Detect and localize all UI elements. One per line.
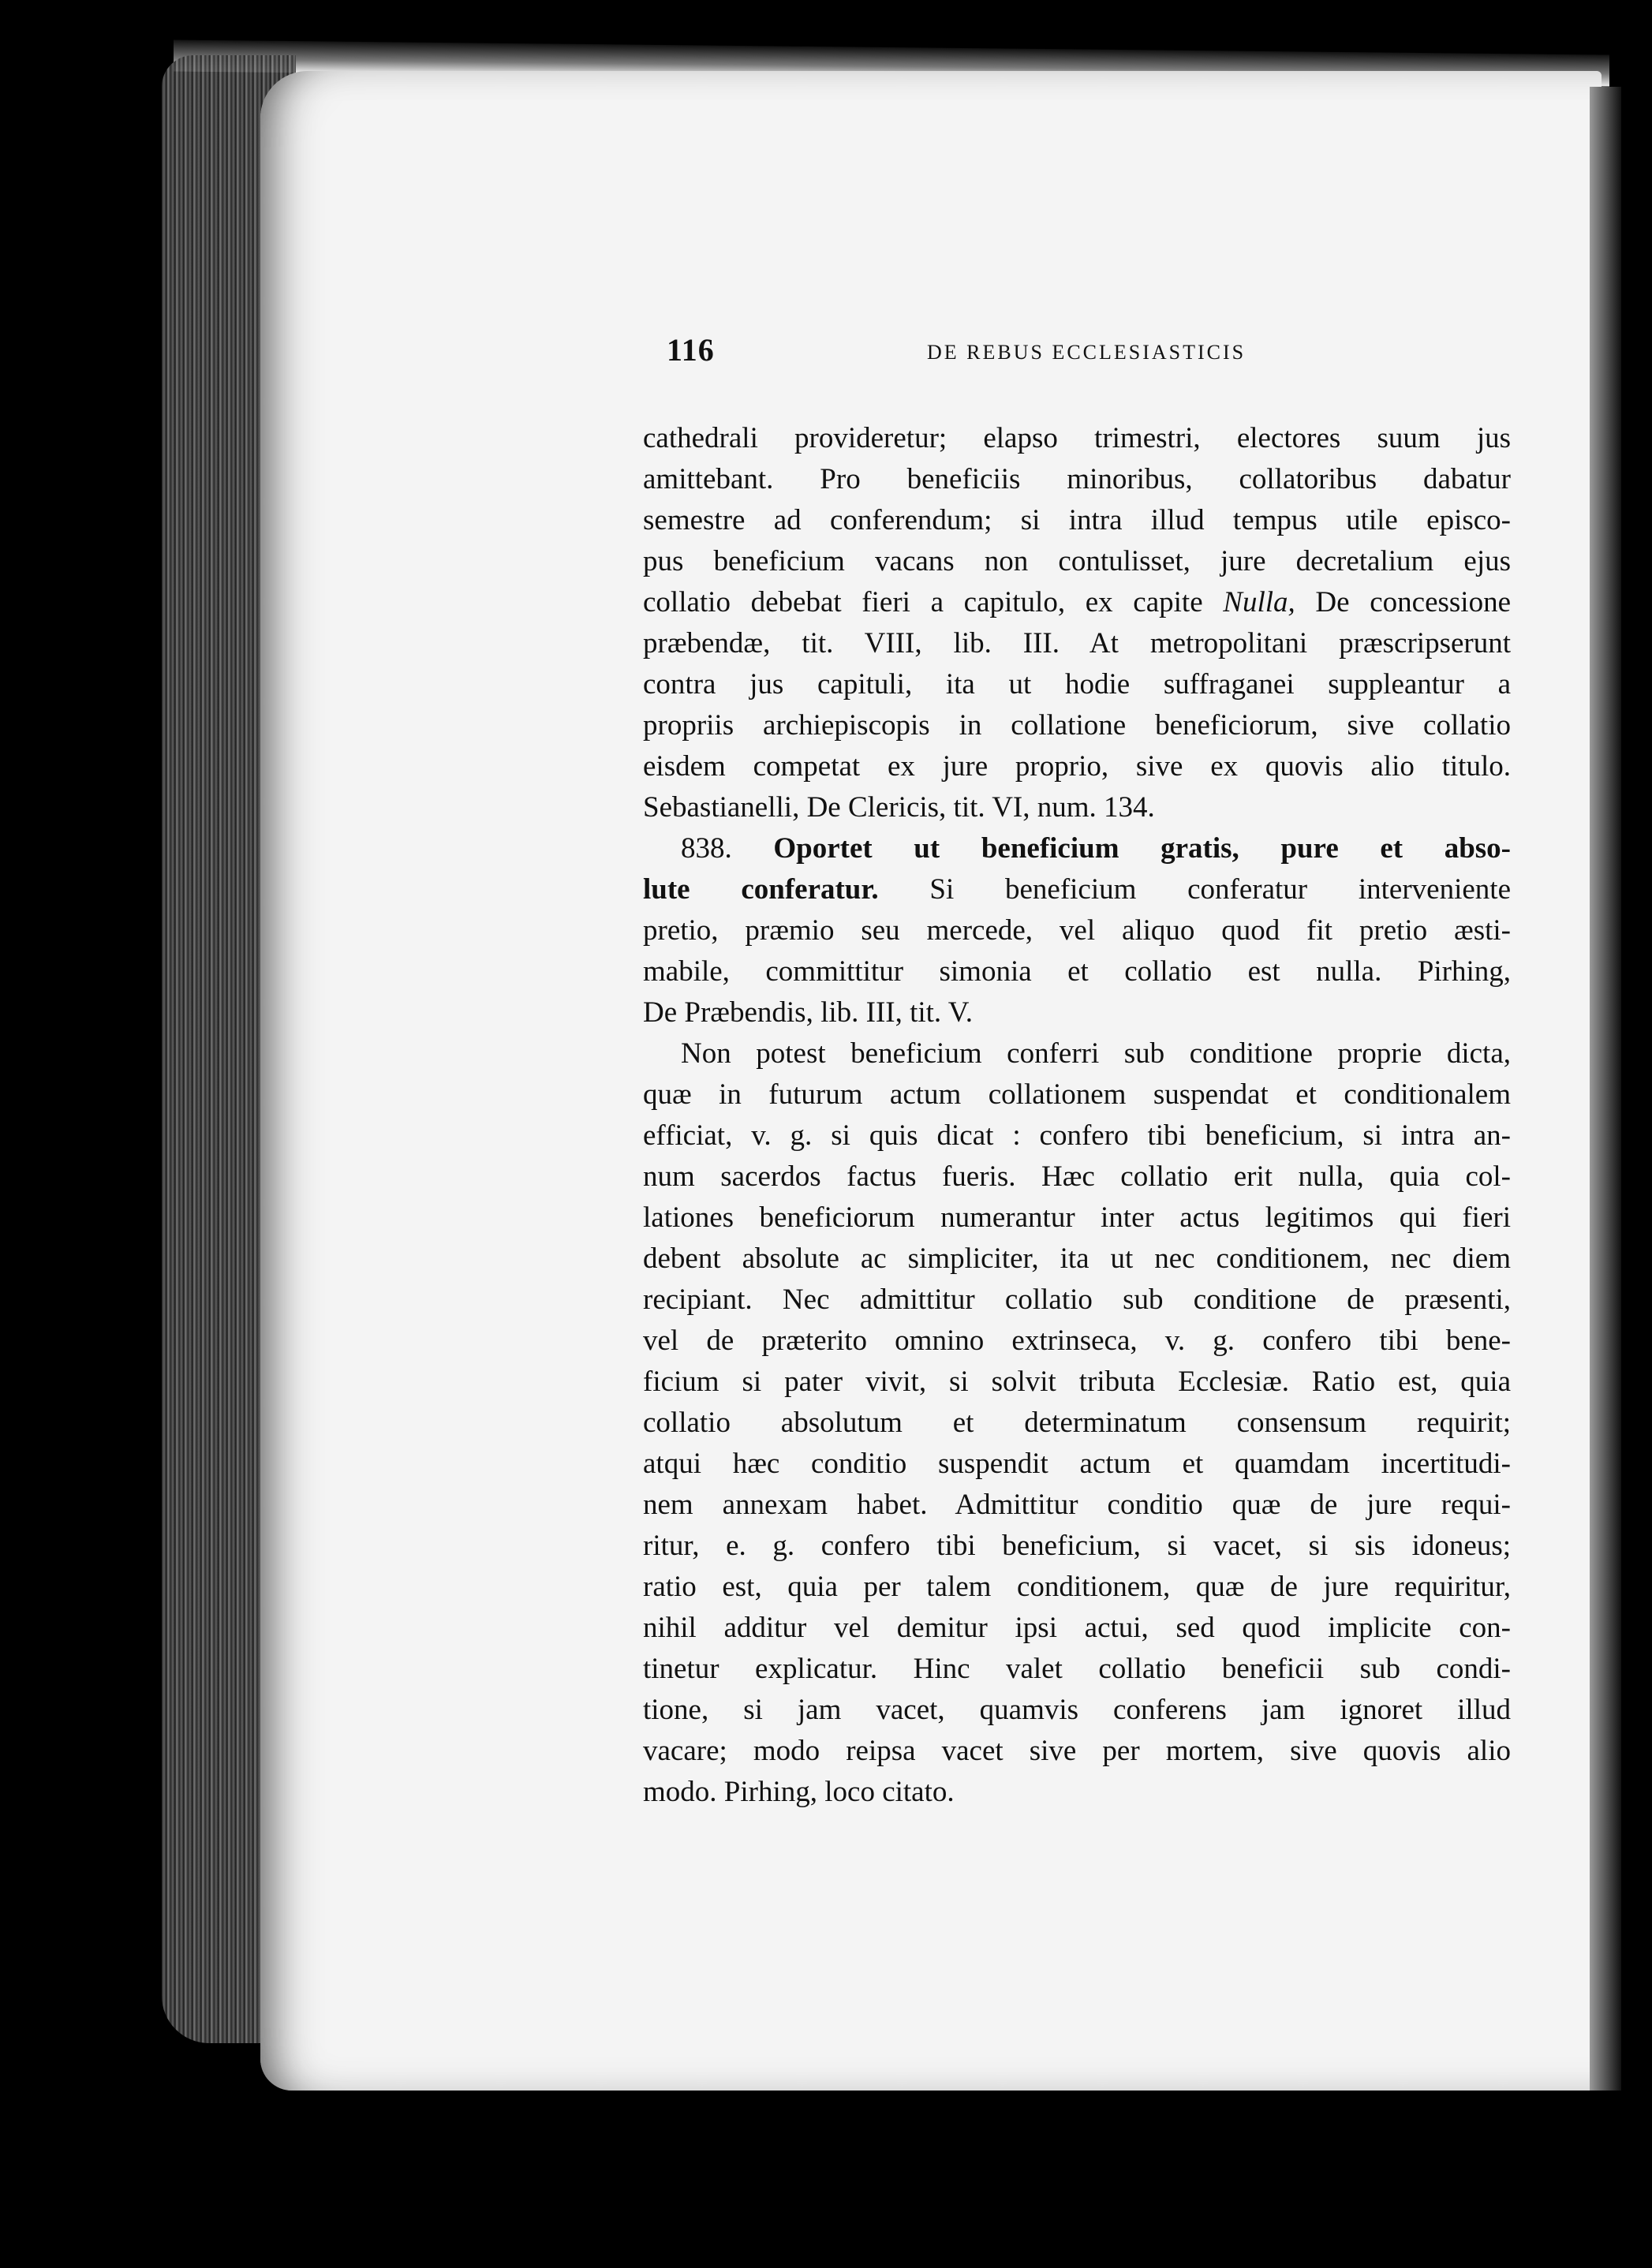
text-line: tione, si jam vacet, quamvis conferens jam ignoret illud bbox=[643, 1694, 1511, 1726]
text-line: ratio est, quia per talem conditionem, quæ de jure requiritur, bbox=[643, 1571, 1511, 1603]
text-line bbox=[643, 582, 1511, 623]
text-line: recipiant. Nec admittitur collatio sub conditione de præsenti, bbox=[643, 1283, 1511, 1316]
text-line: vel de præterito omnino extrinseca, v. g. confero tibi bene- bbox=[643, 1325, 1511, 1357]
text-line: eisdem competat ex jure proprio, sive ex quovis alio titulo. bbox=[643, 750, 1511, 783]
page-content bbox=[643, 331, 1511, 1813]
text-line: nihil additur vel demitur ipsi actui, sed quod implicite con- bbox=[643, 1612, 1511, 1644]
text-fragment: Si beneficium conferatur interveniente bbox=[878, 873, 1511, 906]
text-line: atqui hæc conditio suspendit actum et quamdam incertitudi- bbox=[643, 1448, 1511, 1480]
section-heading: lute conferatur. bbox=[643, 873, 879, 906]
text-line bbox=[643, 869, 1511, 910]
page-header bbox=[643, 331, 1511, 387]
section-heading: Oportet ut beneficium gratis, pure et abso- bbox=[773, 832, 1511, 865]
text-fragment: De concessione bbox=[1295, 586, 1511, 618]
text-line: num sacerdos factus fueris. Hæc collatio erit nulla, quia col- bbox=[643, 1160, 1511, 1193]
text-line: pus beneficium vacans non contulisset, jure decretalium ejus bbox=[643, 545, 1511, 577]
text-line: tinetur explicatur. Hinc valet collatio beneficii sub condi- bbox=[643, 1653, 1511, 1685]
text-line: quæ in futurum actum collationem suspendat et conditionalem bbox=[643, 1078, 1511, 1111]
page-number: 116 bbox=[667, 332, 715, 368]
text-line: ficium si pater vivit, si solvit tributa Ecclesiæ. Ratio est, quia bbox=[643, 1366, 1511, 1398]
section-number: 838. bbox=[681, 832, 732, 865]
text-line: pretio, præmio seu mercede, vel aliquo quod fit pretio æsti- bbox=[643, 914, 1511, 947]
text-line: semestre ad conferendum; si intra illud tempus utile episco- bbox=[643, 504, 1511, 536]
text-line: propriis archiepiscopis in collatione beneficiorum, sive collatio bbox=[643, 709, 1511, 742]
text-line: efficiat, v. g. si quis dicat : confero tibi beneficium, si intra an- bbox=[643, 1119, 1511, 1152]
text-line: præbendæ, tit. VIII, lib. III. At metropolitani præscripserunt bbox=[643, 627, 1511, 659]
section-heading-line bbox=[643, 828, 1511, 869]
text-line: vacare; modo reipsa vacet sive per mortem, sive quovis alio bbox=[643, 1735, 1511, 1767]
text-line: Sebastianelli, De Clericis, tit. VI, num. 134. bbox=[643, 791, 1155, 824]
text-line: De Præbendis, lib. III, tit. V. bbox=[643, 996, 973, 1029]
text-line: Non potest beneficium conferri sub conditione proprie dicta, bbox=[681, 1037, 1511, 1070]
text-line: amittebant. Pro beneficiis minoribus, collatoribus dabatur bbox=[643, 463, 1511, 495]
text-line: contra jus capituli, ita ut hodie suffraganei suppleantur a bbox=[643, 668, 1511, 701]
text-line: cathedrali provideretur; elapso trimestri, electores suum jus bbox=[643, 422, 1511, 454]
text-fragment: collatio debebat fieri a capitulo, ex capite bbox=[643, 586, 1224, 618]
running-head: DE REBUS ECCLESIASTICIS bbox=[927, 341, 1246, 364]
text-line: mabile, committitur simonia et collatio est nulla. Pirhing, bbox=[643, 955, 1511, 988]
italic-text: Nulla, bbox=[1223, 586, 1295, 618]
body-text bbox=[643, 418, 1511, 1813]
text-line: modo. Pirhing, loco citato. bbox=[643, 1776, 955, 1808]
text-line: debent absolute ac simpliciter, ita ut nec conditionem, nec diem bbox=[643, 1242, 1511, 1275]
text-line: collatio absolutum et determinatum consensum requirit; bbox=[643, 1407, 1511, 1439]
text-line: ritur, e. g. confero tibi beneficium, si vacet, si sis idoneus; bbox=[643, 1530, 1511, 1562]
page-right-shadow bbox=[1590, 87, 1621, 2091]
text-line: lationes beneficiorum numerantur inter actus legitimos qui fieri bbox=[643, 1201, 1511, 1234]
text-line: nem annexam habet. Admittitur conditio quæ de jure requi- bbox=[643, 1489, 1511, 1521]
